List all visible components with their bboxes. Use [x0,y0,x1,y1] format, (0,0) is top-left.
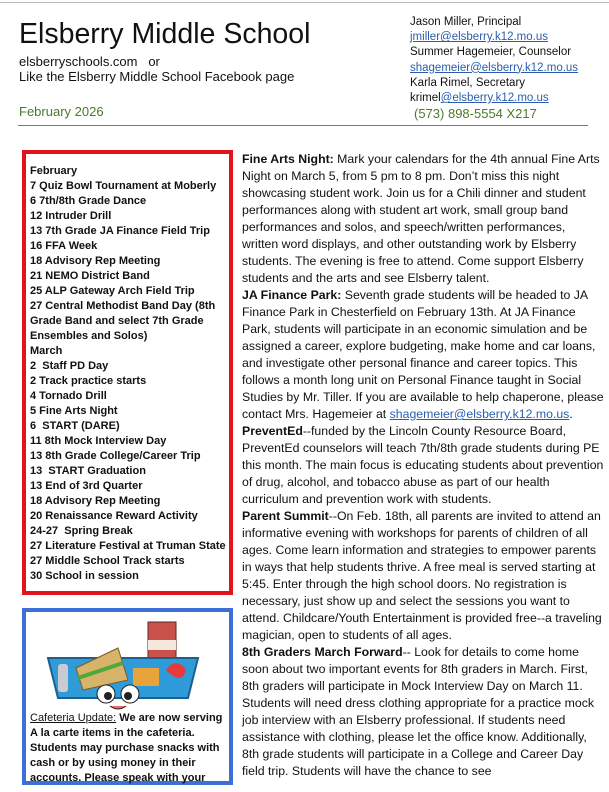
calendar-item: 13 START Graduation [30,465,146,477]
lunch-tray-icon [38,618,208,710]
header-subtitle [19,54,294,84]
counselor-name: Summer Hagemeier, Counselor [410,46,572,59]
cafeteria-body: We are now serving A la carte items in the cafeteria. Students may purchase snacks with cash or by using money in their accounts. Please speak with your [30,712,223,784]
article-body: Seventh grade students will be headed to JA Finance Park in Chesterfield on February 13th. At JA Finance Park, students will participate in an economic simulation and be assigned a career, explore budgeting, make home and car loans, and investigate other personal finance and career topics. This follows a month long unit on Personal Finance taught in Social Studies by Mr. Tiller. If you are available to help chaperone, please contact Mrs. Hagemeier at [242,288,604,421]
secretary-email-link[interactable]: @elsberry.k12.mo.us [440,92,549,105]
article-8th-graders [242,644,604,780]
article-body: --funded by the Lincoln County Resource Board, PreventEd counselors will teach 7th/8th grade students during PE this month. The main focus is educating students about prevention of drug, alcohol, and tobacco abuse as part of our health curriculum and prevention work with students. [242,424,604,506]
article-body: -- Look for details to come home soon about two important events for 8th graders in March. First, 8th graders will participate in Mock Interview Day on March 11. Students will need dress clothing appropriate for a practice mock job interview with an Elsberry professional. If students need assistance with clothing, please let the office know. Additionally, 8th grade students will participate in a College and Career Day field trip. Students will have the chance to see [242,645,595,778]
calendar-item: 2 Staff PD Day [30,360,109,372]
article-parent-summit [242,508,604,644]
website-text: elsberryschools.com or [19,54,160,69]
article-heading: PreventEd [242,424,303,438]
calendar-item: February [30,165,78,177]
article-prevented [242,423,604,508]
calendar-list [30,164,226,584]
cafeteria-box [22,608,233,785]
calendar-item: 18 Advisory Rep Meeting [30,495,161,507]
calendar-item: 2 Track practice starts [30,375,147,387]
calendar-item: 11 8th Mock Interview Day [30,435,167,447]
calendar-item: 27 Middle School Track starts [30,555,185,567]
article-body-end: . [569,407,573,421]
article-heading: 8th Graders March Forward [242,645,403,659]
article-fine-arts [242,151,604,287]
secretary-email-prefix: krimel [410,92,441,105]
article-body: Mark your calendars for the 4th annual Fine Arts Night on March 5, from 5 pm to 8 pm. Don’t miss this night showcasing student work. Join us for a Chili dinner and student performances along with student art work, small group band performances and solos, and speech/written performances, written word displays, and other outstanding work by Elsberry students. The evening is free to attend. Come support Elsberry students and the arts and see Elsberry talent. [242,152,600,285]
cafeteria-update-text [30,711,230,786]
newsletter-title: Elsberry Middle School [19,18,311,50]
calendar-item: 6 START (DARE) [30,420,120,432]
calendar-item: 20 Renaissance Reward Activity [30,510,198,522]
calendar-item: 30 School in session [30,570,139,582]
calendar-item: March [30,345,63,357]
calendar-item: 13 End of 3rd Quarter [30,480,143,492]
calendar-box [22,150,233,595]
article-heading: Fine Arts Night: [242,152,334,166]
calendar-item: 13 8th Grade College/Career Trip [30,450,201,462]
calendar-item: Grade Band and select 7th Grade [30,315,204,327]
calendar-item: 18 Advisory Rep Meeting [30,255,161,267]
principal-email-link[interactable]: jmiller@elsberry.k12.mo.us [410,31,548,44]
calendar-item: 4 Tornado Drill [30,390,107,402]
calendar-item: 13 7th Grade JA Finance Field Trip [30,225,210,237]
calendar-item: Ensembles and Solos) [30,330,148,342]
calendar-item: 5 Fine Arts Night [30,405,118,417]
top-divider [0,2,609,3]
calendar-item: 24-27 Spring Break [30,525,133,537]
articles-column [242,151,604,780]
article-ja-finance [242,287,604,423]
calendar-item: 27 Central Methodist Band Day (8th [30,300,216,312]
phone-number: (573) 898-5554 X217 [414,106,537,122]
facebook-text: Like the Elsberry Middle School Facebook page [19,69,295,84]
header-divider [18,125,588,126]
calendar-item: 12 Intruder Drill [30,210,112,222]
secretary-name: Karla Rimel, Secretary [410,76,526,89]
counselor-email-link[interactable]: shagemeier@elsberry.k12.mo.us [389,407,570,421]
contacts-block [410,15,578,121]
cafeteria-heading: Cafeteria Update: [30,712,117,724]
article-heading: JA Finance Park: [242,288,342,302]
article-body: --On Feb. 18th, all parents are invited to attend an informative evening with workshops for parents of children of all ages. Come learn information and strategies to empower parents in ways that help students thrive. A free meal is served starting at 5:45. Enter through the high school doors. No registration is necessary, just show up and select the sessions you want to attend. Childcare/Youth Entertainment is provided free--a traveling magician, open to students of all ages. [242,509,602,642]
calendar-item: 25 ALP Gateway Arch Field Trip [30,285,195,297]
calendar-item: 27 Literature Festival at Truman State [30,540,226,552]
counselor-email-link[interactable]: shagemeier@elsberry.k12.mo.us [410,61,579,74]
calendar-item: 6 7th/8th Grade Dance [30,195,147,207]
article-heading: Parent Summit [242,509,329,523]
principal-name: Jason Miller, Principal [410,16,522,28]
calendar-item: 16 FFA Week [30,240,98,252]
calendar-item: 7 Quiz Bowl Tournament at Moberly [30,180,217,192]
issue-date: February 2026 [19,104,104,119]
calendar-item: 21 NEMO District Band [30,270,150,282]
